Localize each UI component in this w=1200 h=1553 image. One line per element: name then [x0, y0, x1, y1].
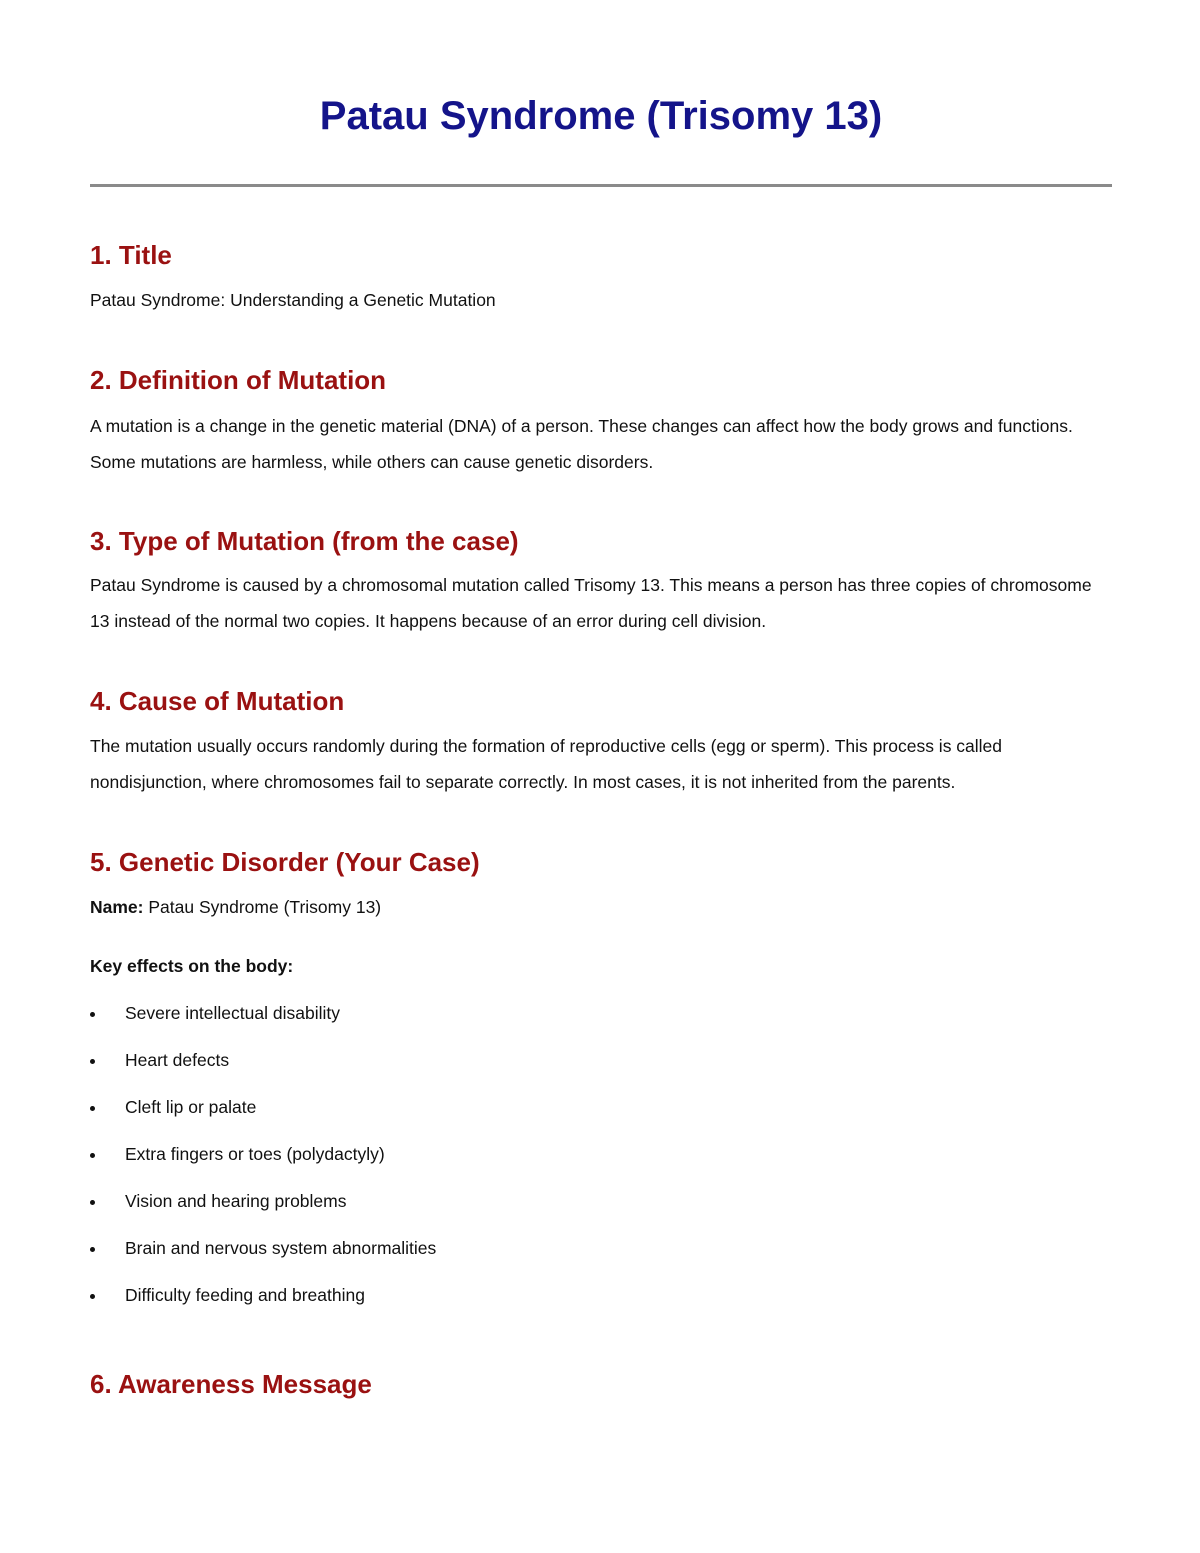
disorder-name-line — [90, 889, 1112, 925]
key-effects-line — [90, 948, 1112, 984]
bullet-icon — [90, 1012, 95, 1017]
bullet-icon — [90, 1200, 95, 1205]
section-3-text: Patau Syndrome is caused by a chromosomal mutation called Trisomy 13. This means a person has three copies of chromosome 13 instead of the normal two copies. It happens because of an error during cell division. — [90, 575, 1092, 631]
bullet-icon — [90, 1106, 95, 1111]
section-1-heading: 1. Title — [90, 240, 172, 270]
section-4-heading: 4. Cause of Mutation — [90, 686, 345, 716]
section-4-text: The mutation usually occurs randomly during the formation of reproductive cells (egg or sperm). This process is called nondisjunction, where chromosomes fail to separate correctly. In most cases, it is not inherited from the parents. — [90, 736, 1003, 792]
bullet-icon — [90, 1247, 95, 1252]
section-6-heading: 6. Awareness Message — [90, 1369, 372, 1399]
bullet-icon — [90, 1059, 95, 1064]
title-divider — [90, 184, 1112, 187]
section-1-text: Patau Syndrome: Understanding a Genetic Mutation — [90, 290, 496, 310]
section-5-heading: 5. Genetic Disorder (Your Case) — [90, 847, 480, 877]
bullet-icon — [90, 1294, 95, 1299]
section-3-heading: 3. Type of Mutation (from the case) — [90, 526, 519, 556]
section-2-heading: 2. Definition of Mutation — [90, 365, 387, 395]
key-effects-label: Key effects on the body: — [90, 956, 294, 976]
disorder-name-label: Name: — [90, 897, 144, 917]
bullet-icon — [90, 1153, 95, 1158]
section-2-text: A mutation is a change in the genetic material (DNA) of a person. These changes can affect how the body grows and functions. Some mutations are harmless, while others can cause genetic disorders. — [90, 416, 1073, 472]
disorder-name-value: Patau Syndrome (Trisomy 13) — [143, 897, 382, 917]
document-title: Patau Syndrome (Trisomy 13) — [319, 94, 883, 138]
